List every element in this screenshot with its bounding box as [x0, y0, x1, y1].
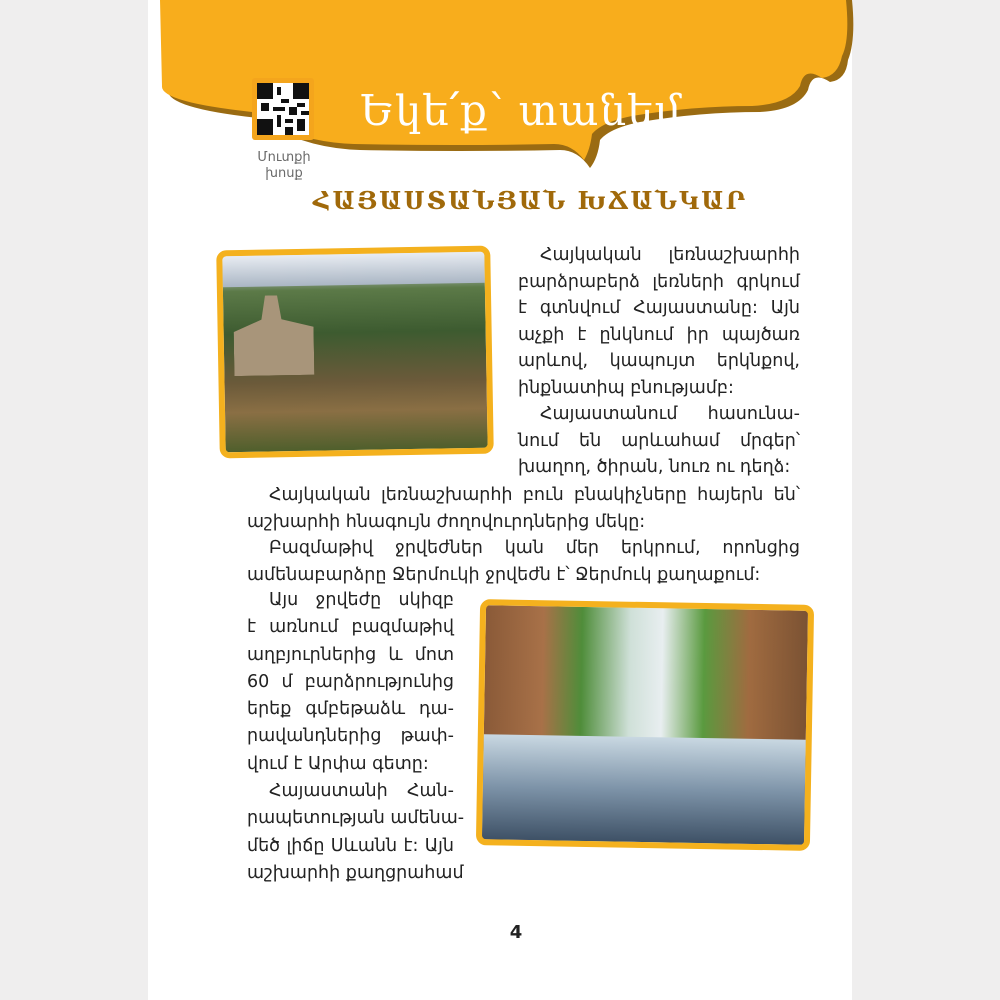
- text-line: ամենաբարձրը Ջերմուկի ջրվեժն է՝ Ջերմուկ քաղաքում:: [247, 564, 761, 585]
- text-line: Հայկական լեռնաշխարհի բուն բնակիչները հայերն են՝: [269, 485, 800, 505]
- qr-caption-line: Մուտքի: [257, 150, 311, 165]
- text-line: Այս ջրվեժը սկիզբ: [269, 590, 454, 610]
- text-line: արևով, կապույտ երկնքով,: [518, 351, 800, 371]
- text-line: երեք գմբեթաձև դա-: [247, 699, 454, 720]
- text-line: րավանդներից թափ-: [247, 726, 454, 747]
- paragraph-armenia-intro: [518, 242, 800, 481]
- text-line: րապետության ամենա-: [247, 808, 465, 829]
- text-line: խաղող, ծիրան, նուռ ու դեղձ:: [518, 457, 791, 477]
- photo-monastery: [233, 295, 314, 376]
- qr-code-icon: [257, 83, 309, 135]
- text-line: բարձրաբերձ լեռների գրկում: [518, 271, 800, 292]
- text-line: Բազմաթիվ ջրվեժներ կան մեր երկրում, որոնցից: [269, 538, 800, 558]
- paragraph-jermuk-sevan: [247, 587, 465, 887]
- text-line: աշխարհի քաղցրահամ: [247, 862, 464, 883]
- text-line: վում է Արփա գետը:: [247, 753, 429, 774]
- text-line: մեծ լիճը Սևանն է: Այն: [247, 835, 454, 856]
- text-line: ինքնատիպ բնությամբ:: [518, 377, 734, 398]
- text-line: աղբյուրներից և մոտ: [247, 644, 454, 665]
- qr-code[interactable]: [252, 78, 314, 140]
- text-line: աշխարհի հնագույն ժողովուրդներից մեկը:: [247, 511, 646, 532]
- text-line: աչքի է ընկնում իր պայծառ: [518, 324, 800, 345]
- paragraph-people-waterfalls: [247, 482, 800, 588]
- photo-water: [482, 734, 806, 845]
- text-line: նում են արևահամ մրգեր՝: [518, 430, 800, 451]
- qr-caption: [244, 150, 324, 182]
- page-number: 4: [509, 922, 523, 943]
- tatev-monastery-photo: [216, 246, 494, 459]
- text-line: 60 մ բարձրությունից: [247, 671, 454, 692]
- text-line: Հայաստանում հասունա-: [540, 404, 800, 424]
- section-title: Եկե՛ք՝ տանեմ: [360, 86, 683, 135]
- chapter-subtitle: ՀԱՅԱՍՏԱՆՅԱՆ ԽՃԱՆԿԱՐ: [312, 186, 748, 215]
- qr-caption-line: խոսք: [265, 166, 303, 181]
- text-line: Հայկական լեռնաշխարհի: [540, 245, 800, 265]
- text-line: Հայաստանի Հան-: [269, 781, 454, 802]
- text-line: է առնում բազմաթիվ: [247, 617, 454, 638]
- photo-sky: [222, 252, 485, 288]
- text-line: է գտնվում Հայաստանը: Այն: [518, 298, 800, 318]
- jermuk-waterfall-photo: [476, 599, 814, 851]
